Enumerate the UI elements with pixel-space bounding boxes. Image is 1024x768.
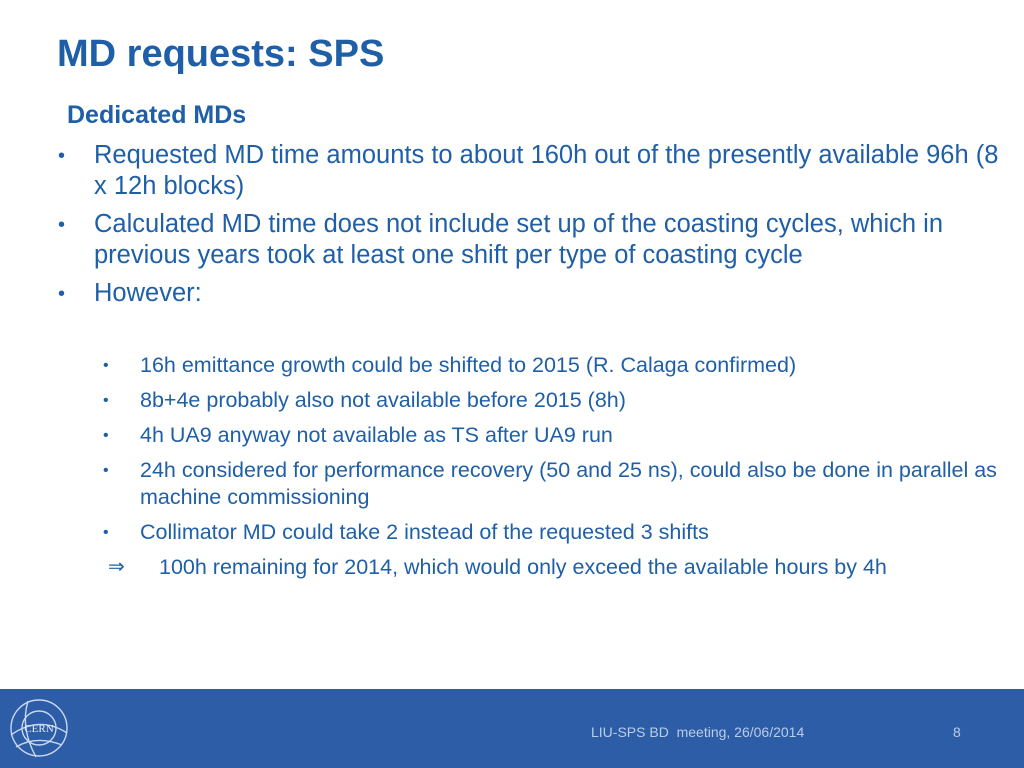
bullet-text: Requested MD time amounts to about 160h out of the presently available 96h (8 x 12h blocks) [94,141,999,200]
bullet-marker: • [58,283,66,305]
bullet-marker: • [103,392,109,409]
page-number: 8 [953,724,961,740]
bullet-item [58,278,1008,309]
sub-bullet-item [103,457,1008,511]
conclusion-text: 100h remaining for 2014, which would only exceed the available hours by 4h [159,555,887,579]
bullet-text: However: [94,279,202,307]
logo-text: CERN [24,723,54,735]
sub-bullet-text: 16h emittance growth could be shifted to 2015 (R. Calaga confirmed) [140,353,797,377]
bullet-text: Calculated MD time does not include set up of the coasting cycles, which in previous years took at least one shift per type of coasting cycle [94,210,944,269]
bullet-marker: • [103,462,109,479]
bullet-list [58,140,1008,316]
bullet-item [58,209,1008,271]
cern-logo [6,695,72,761]
sub-bullet-list [103,352,1008,589]
implies-arrow-icon: ⇒ [108,556,125,578]
sub-bullet-text: Collimator MD could take 2 instead of the requested 3 shifts [140,520,709,544]
bullet-marker: • [58,145,66,167]
sub-bullet-item [103,352,1008,379]
sub-bullet-item [103,422,1008,449]
bullet-item [58,140,1008,202]
footer-bar [0,689,1024,768]
bullet-marker: • [58,214,66,236]
sub-bullet-text: 8b+4e probably also not available before 2015 (8h) [140,388,626,412]
sub-bullet-item [103,519,1008,546]
sub-bullet-text: 24h considered for performance recovery (50 and 25 ns), could also be done in parallel as machine commissioning [140,458,997,509]
footer-meeting: LIU-SPS BD meeting, 26/06/2014 [591,724,805,740]
bullet-marker: • [103,524,109,541]
conclusion-item [103,554,1008,581]
bullet-marker: • [103,427,109,444]
sub-bullet-text: 4h UA9 anyway not available as TS after UA9 run [140,423,613,447]
slide-title: MD requests: SPS [57,33,385,75]
sub-bullet-item [103,387,1008,414]
subheading: Dedicated MDs [67,101,247,129]
bullet-marker: • [103,357,109,374]
